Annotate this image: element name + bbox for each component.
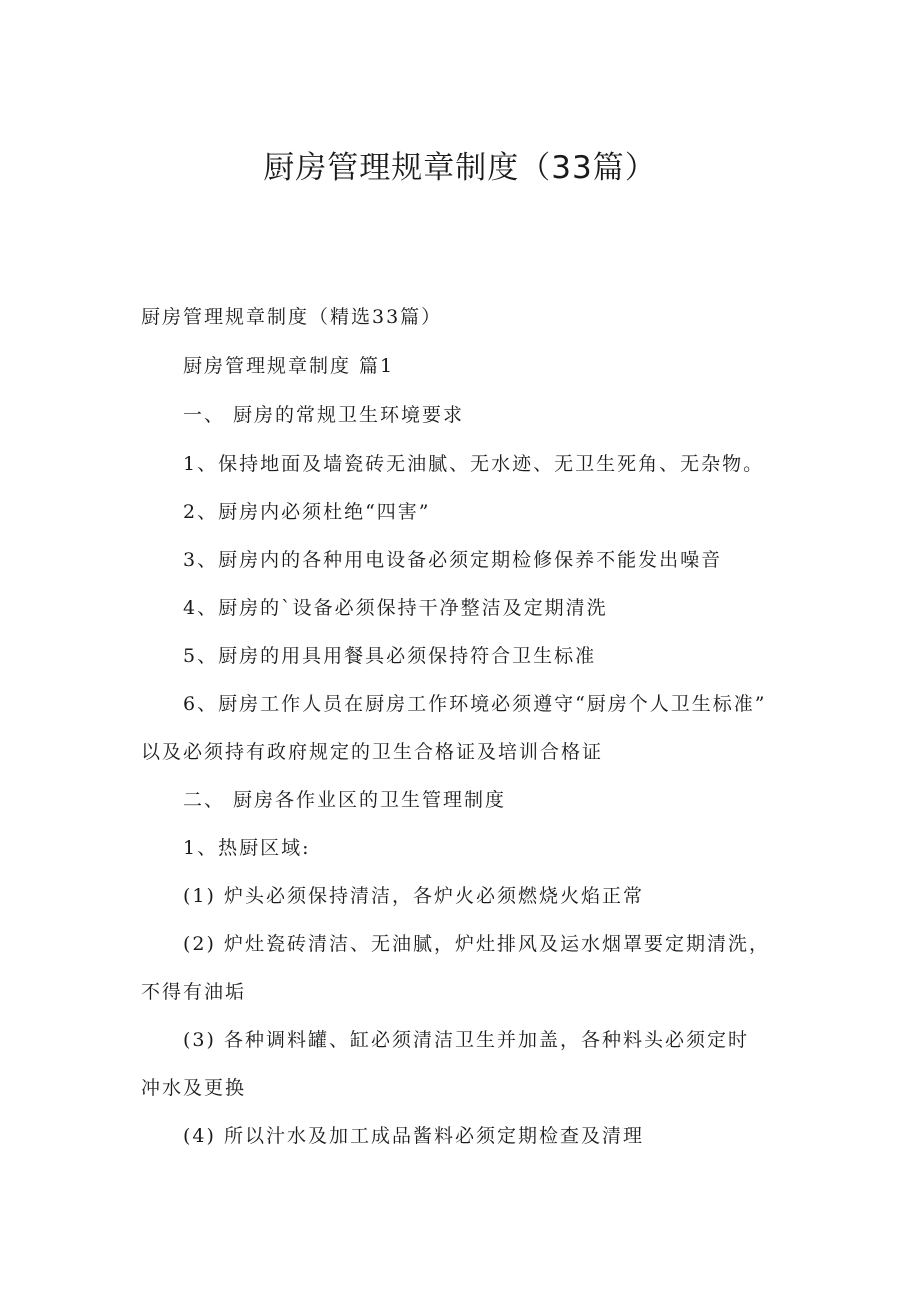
rule-item-1: (1) 炉头必须保持清洁，各炉火必须燃烧火焰正常 <box>183 885 644 907</box>
document-title: 厨房管理规章制度（33篇） <box>263 150 657 186</box>
paragraph-item-2: 2、厨房内必须杜绝“四害” <box>183 501 431 523</box>
paragraph-item-5: 5、厨房的用具用餐具必须保持符合卫生标准 <box>183 645 597 667</box>
section-heading-part1: 厨房管理规章制度 篇1 <box>183 355 395 377</box>
rule-item-2-cont: 不得有油垢 <box>141 981 247 1003</box>
paragraph-item-6-cont: 以及必须持有政府规定的卫生合格证及培训合格证 <box>141 741 604 763</box>
paragraph-item-4: 4、厨房的`设备必须保持干净整洁及定期清洗 <box>183 597 608 619</box>
document-subtitle: 厨房管理规章制度（精选33篇） <box>141 306 443 328</box>
paragraph-item-3: 3、厨房内的各种用电设备必须定期检修保养不能发出噪音 <box>183 549 723 571</box>
rule-item-3: (3) 各种调料罐、缸必须清洁卫生并加盖，各种料头必须定时 <box>183 1029 749 1051</box>
paragraph-item-6: 6、厨房工作人员在厨房工作环境必须遵守“厨房个人卫生标准” <box>183 693 767 715</box>
section-heading-1: 一、 厨房的常规卫生环境要求 <box>183 404 465 426</box>
rule-item-3-cont: 冲水及更换 <box>141 1077 247 1099</box>
rule-item-4: (4) 所以汁水及加工成品酱料必须定期检查及清理 <box>183 1125 644 1147</box>
rule-item-2: (2) 炉灶瓷砖清洁、无油腻，炉灶排风及运水烟罩要定期清洗， <box>183 933 770 955</box>
subsection-hot-kitchen: 1、热厨区域: <box>183 837 311 859</box>
section-heading-2: 二、 厨房各作业区的卫生管理制度 <box>183 789 507 811</box>
paragraph-item-1: 1、保持地面及墙瓷砖无油腻、无水迹、无卫生死角、无杂物。 <box>183 453 765 475</box>
